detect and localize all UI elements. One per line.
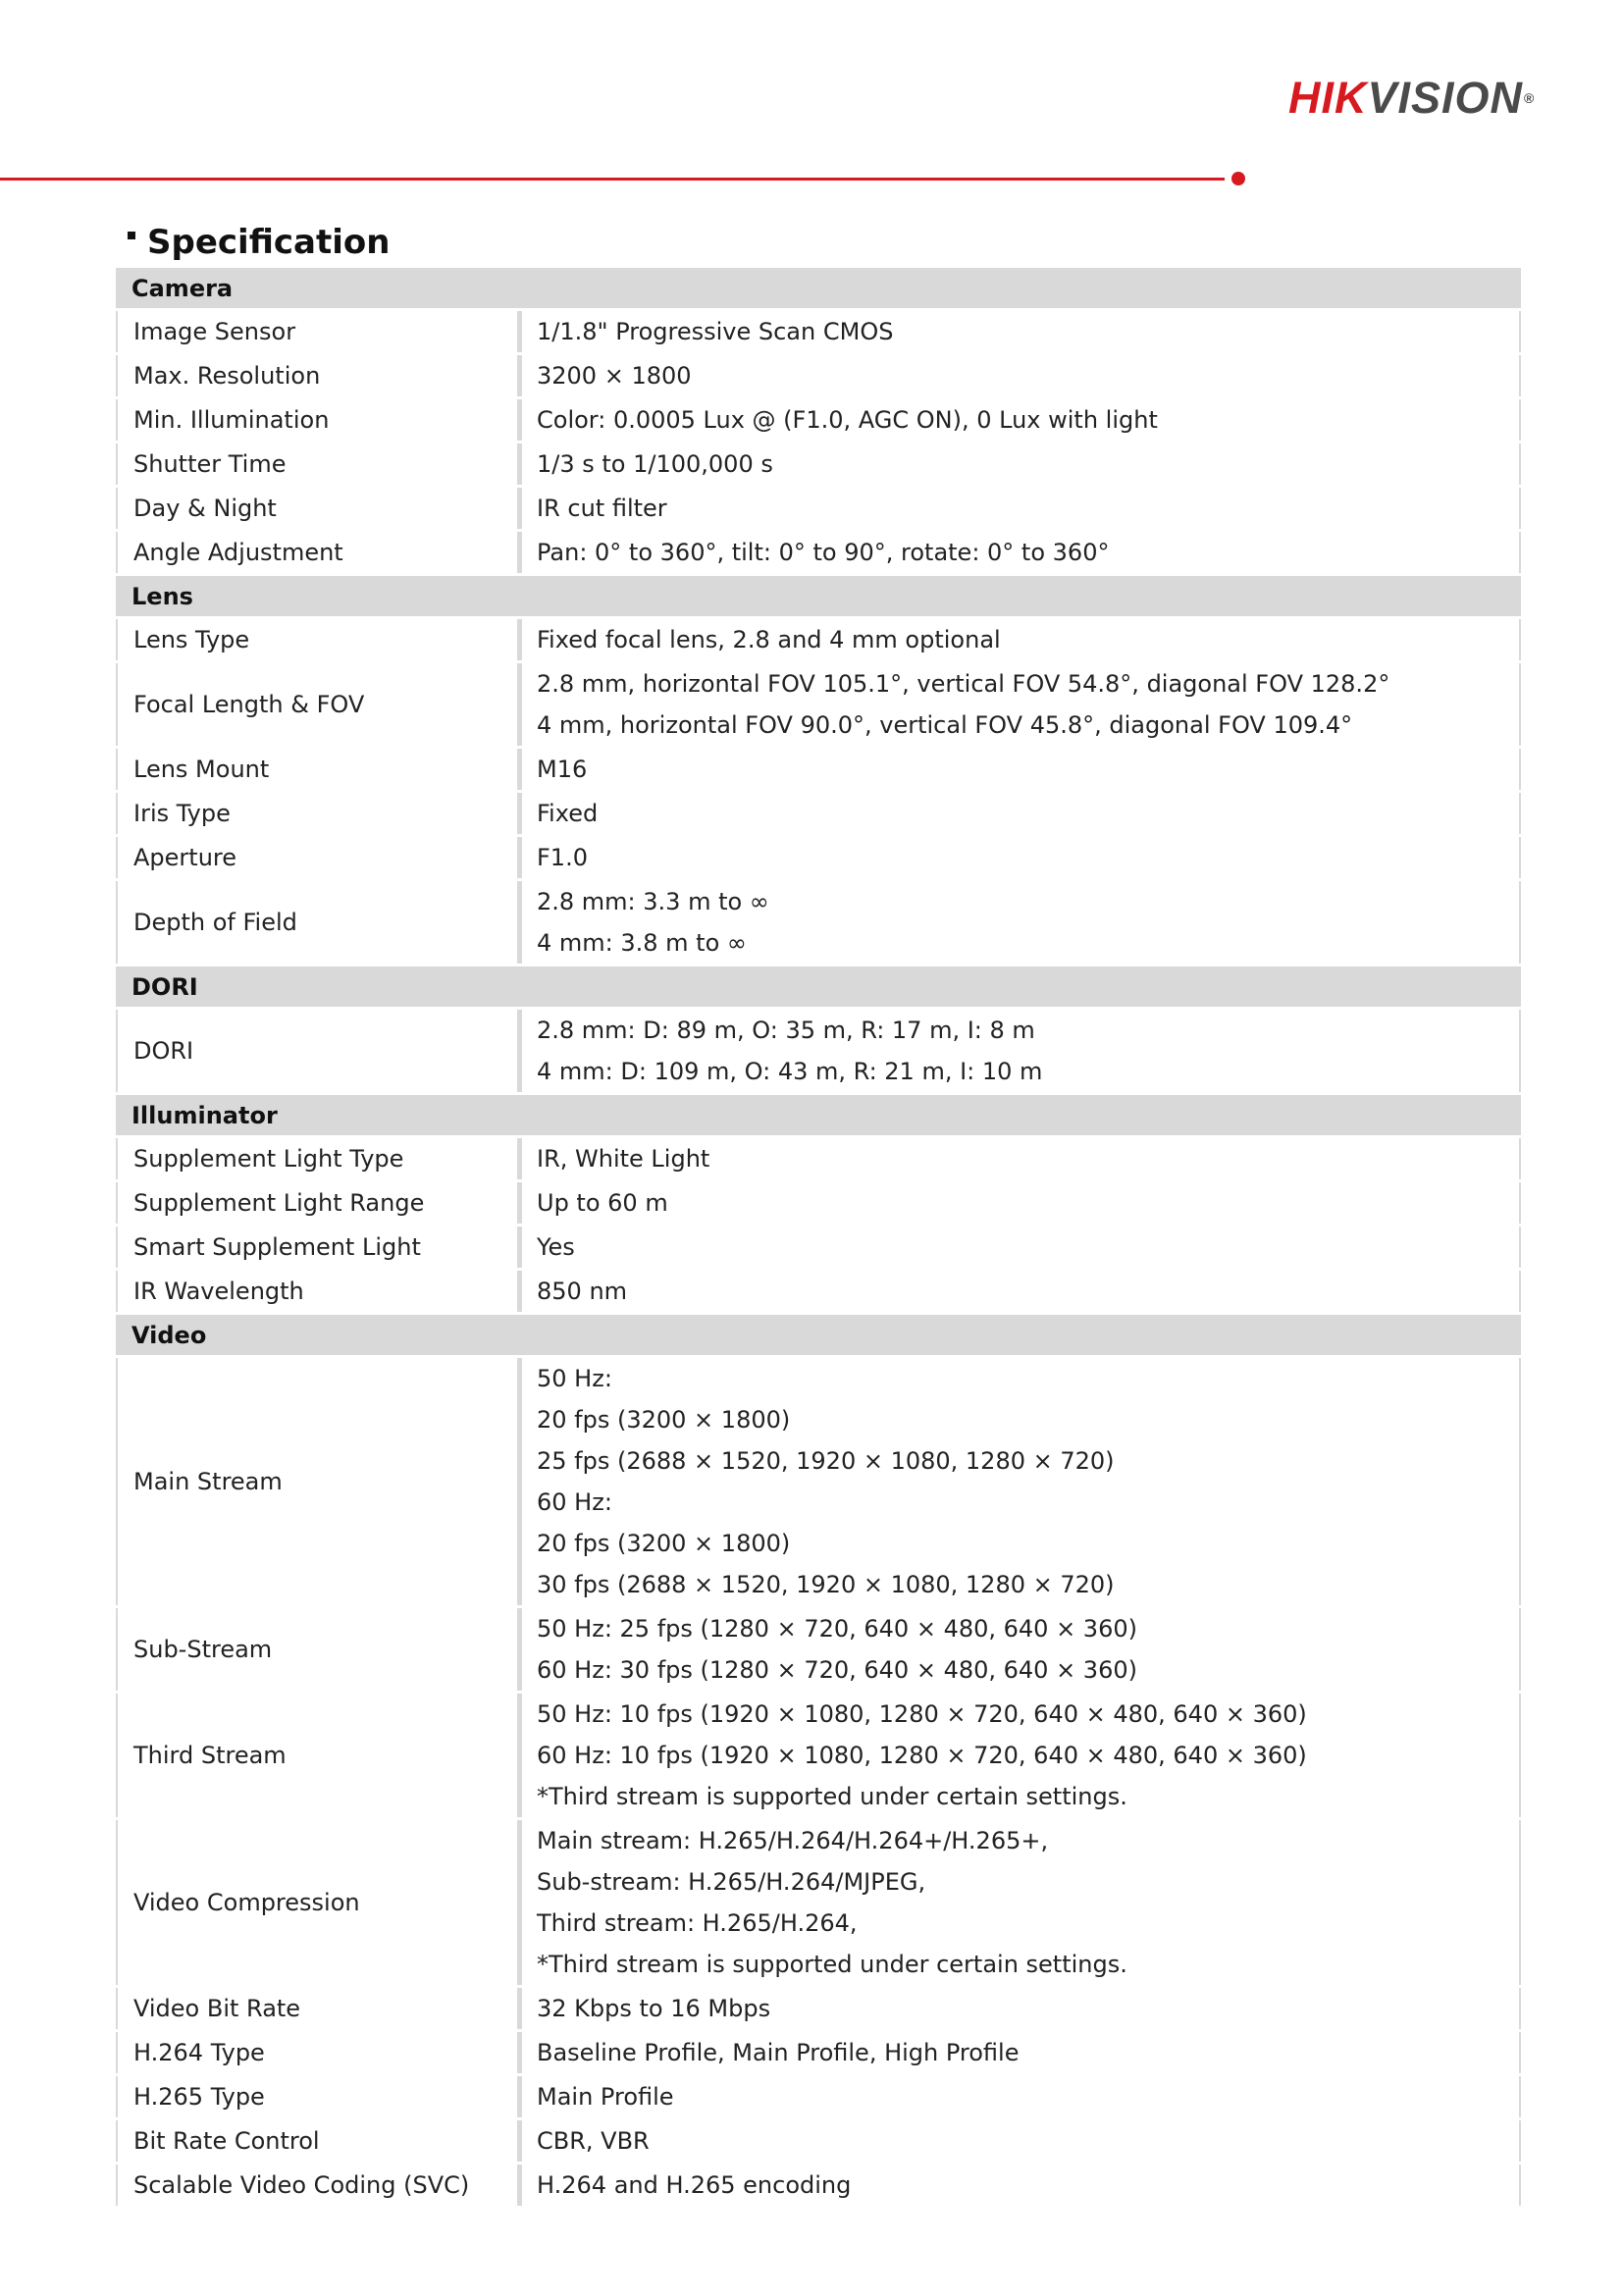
spec-value-line: 50 Hz: xyxy=(537,1365,612,1392)
spec-value xyxy=(522,311,1521,352)
section-header xyxy=(116,1315,1521,1355)
spec-value xyxy=(522,1988,1521,2029)
spec-label: Video Bit Rate xyxy=(116,1988,522,2029)
spec-row xyxy=(116,1010,1521,1092)
spec-value-line: 20 fps (3200 × 1800) xyxy=(537,1406,791,1434)
page-title-text: Specification xyxy=(147,223,391,262)
spec-value-line: 2.8 mm, horizontal FOV 105.1°, vertical FOV 54.8°, diagonal FOV 128.2° xyxy=(537,670,1390,698)
spec-label: Supplement Light Range xyxy=(116,1182,522,1224)
spec-row xyxy=(116,444,1521,485)
spec-value-line: 32 Kbps to 16 Mbps xyxy=(537,1995,771,2022)
title-bullet-icon xyxy=(128,232,135,239)
spec-label: Iris Type xyxy=(116,793,522,834)
spec-label: Third Stream xyxy=(116,1694,522,1817)
spec-row xyxy=(116,488,1521,529)
spec-value-line: Up to 60 m xyxy=(537,1189,668,1217)
spec-value-line: 4 mm, horizontal FOV 90.0°, vertical FOV 45.8°, diagonal FOV 109.4° xyxy=(537,711,1353,739)
spec-row xyxy=(116,663,1521,746)
spec-row xyxy=(116,2165,1521,2206)
spec-value xyxy=(522,1138,1521,1179)
brand-logo-part-1: HIK xyxy=(1288,73,1368,123)
spec-row xyxy=(116,881,1521,964)
spec-value xyxy=(522,488,1521,529)
spec-value-line: Color: 0.0005 Lux @ (F1.0, AGC ON), 0 Lux with light xyxy=(537,406,1158,434)
spec-value xyxy=(522,1226,1521,1268)
spec-value xyxy=(522,1182,1521,1224)
spec-label: Supplement Light Type xyxy=(116,1138,522,1179)
spec-value-line: Pan: 0° to 360°, tilt: 0° to 90°, rotate: 0° to 360° xyxy=(537,539,1110,566)
spec-value-line: 1/1.8" Progressive Scan CMOS xyxy=(537,318,894,345)
spec-label: H.265 Type xyxy=(116,2076,522,2117)
spec-row xyxy=(116,355,1521,396)
spec-label: DORI xyxy=(116,1010,522,1092)
spec-value-line: Main stream: H.265/H.264/H.264+/H.265+, xyxy=(537,1827,1049,1854)
spec-value xyxy=(522,2076,1521,2117)
spec-value-line: *Third stream is supported under certain settings. xyxy=(537,1783,1127,1810)
header-rule xyxy=(0,178,1225,181)
spec-row xyxy=(116,1608,1521,1691)
spec-value-line: IR cut filter xyxy=(537,495,667,522)
spec-row xyxy=(116,1226,1521,1268)
spec-label: Video Compression xyxy=(116,1820,522,1985)
spec-value xyxy=(522,2032,1521,2073)
spec-value-line: 1/3 s to 1/100,000 s xyxy=(537,450,773,478)
brand-logo xyxy=(1288,71,1563,126)
spec-label: Max. Resolution xyxy=(116,355,522,396)
spec-label: Min. Illumination xyxy=(116,399,522,441)
spec-row xyxy=(116,1271,1521,1312)
section-header xyxy=(116,576,1521,616)
spec-label: IR Wavelength xyxy=(116,1271,522,1312)
spec-value-line: 25 fps (2688 × 1520, 1920 × 1080, 1280 × 720) xyxy=(537,1447,1115,1475)
spec-label: H.264 Type xyxy=(116,2032,522,2073)
spec-value-line: Third stream: H.265/H.264, xyxy=(537,1909,858,1937)
spec-row xyxy=(116,1182,1521,1224)
spec-row xyxy=(116,793,1521,834)
spec-label: Smart Supplement Light xyxy=(116,1226,522,1268)
spec-value-line: IR, White Light xyxy=(537,1145,710,1173)
spec-value-line: 2.8 mm: D: 89 m, O: 35 m, R: 17 m, I: 8 m xyxy=(537,1017,1035,1044)
spec-label: Bit Rate Control xyxy=(116,2120,522,2162)
spec-value xyxy=(522,1358,1521,1605)
spec-row xyxy=(116,532,1521,573)
spec-value xyxy=(522,663,1521,746)
section-title: Camera xyxy=(116,268,1521,308)
spec-row xyxy=(116,1358,1521,1605)
spec-value xyxy=(522,2120,1521,2162)
spec-label: Angle Adjustment xyxy=(116,532,522,573)
section-header xyxy=(116,268,1521,308)
spec-value xyxy=(522,749,1521,790)
spec-value-line: CBR, VBR xyxy=(537,2127,650,2155)
spec-value-line: Main Profile xyxy=(537,2083,674,2111)
spec-row xyxy=(116,399,1521,441)
spec-value xyxy=(522,793,1521,834)
spec-value xyxy=(522,355,1521,396)
spec-value-line: 60 Hz: 10 fps (1920 × 1080, 1280 × 720, 640 × 480, 640 × 360) xyxy=(537,1742,1307,1769)
spec-label: Sub-Stream xyxy=(116,1608,522,1691)
spec-value xyxy=(522,444,1521,485)
section-title: DORI xyxy=(116,966,1521,1007)
section-title: Illuminator xyxy=(116,1095,1521,1135)
spec-value xyxy=(522,1271,1521,1312)
spec-row xyxy=(116,1138,1521,1179)
spec-value-line: Fixed xyxy=(537,800,599,827)
brand-logo-part-2: VISION xyxy=(1367,73,1524,123)
spec-row xyxy=(116,1694,1521,1817)
spec-label: Image Sensor xyxy=(116,311,522,352)
section-title: Lens xyxy=(116,576,1521,616)
spec-row xyxy=(116,2032,1521,2073)
spec-row xyxy=(116,619,1521,660)
spec-value-line: F1.0 xyxy=(537,844,588,871)
spec-value-line: H.264 and H.265 encoding xyxy=(537,2171,852,2199)
spec-value xyxy=(522,2165,1521,2206)
spec-value xyxy=(522,619,1521,660)
spec-value-line: 50 Hz: 25 fps (1280 × 720, 640 × 480, 640 × 360) xyxy=(537,1615,1137,1643)
spec-value xyxy=(522,1694,1521,1817)
spec-label: Focal Length & FOV xyxy=(116,663,522,746)
spec-row xyxy=(116,2120,1521,2162)
spec-row xyxy=(116,1820,1521,1985)
spec-value xyxy=(522,1010,1521,1092)
spec-row xyxy=(116,2076,1521,2117)
spec-value-line: Baseline Profile, Main Profile, High Profile xyxy=(537,2039,1020,2066)
spec-value xyxy=(522,1608,1521,1691)
spec-row xyxy=(116,749,1521,790)
page-title xyxy=(128,218,390,267)
spec-label: Main Stream xyxy=(116,1358,522,1605)
spec-value-line: 2.8 mm: 3.3 m to ∞ xyxy=(537,888,769,915)
spec-label: Lens Mount xyxy=(116,749,522,790)
spec-row xyxy=(116,311,1521,352)
header-rule-dot xyxy=(1231,172,1245,185)
spec-value-line: 60 Hz: 30 fps (1280 × 720, 640 × 480, 640 × 360) xyxy=(537,1656,1137,1684)
spec-label: Shutter Time xyxy=(116,444,522,485)
spec-value xyxy=(522,532,1521,573)
registered-mark: ® xyxy=(1524,90,1536,106)
spec-value-line: Fixed focal lens, 2.8 and 4 mm optional xyxy=(537,626,1001,653)
spec-value-line: 30 fps (2688 × 1520, 1920 × 1080, 1280 × 720) xyxy=(537,1571,1115,1598)
spec-value xyxy=(522,837,1521,878)
spec-value-line: 60 Hz: xyxy=(537,1488,612,1516)
spec-value-line: 850 nm xyxy=(537,1278,628,1305)
spec-value-line: 4 mm: D: 109 m, O: 43 m, R: 21 m, I: 10 m xyxy=(537,1058,1043,1085)
spec-value xyxy=(522,399,1521,441)
section-header xyxy=(116,966,1521,1007)
spec-table xyxy=(116,265,1521,2209)
spec-value xyxy=(522,881,1521,964)
spec-label: Scalable Video Coding (SVC) xyxy=(116,2165,522,2206)
spec-value-line: *Third stream is supported under certain settings. xyxy=(537,1951,1127,1978)
spec-value-line: Yes xyxy=(537,1233,575,1261)
spec-label: Depth of Field xyxy=(116,881,522,964)
spec-row xyxy=(116,1988,1521,2029)
spec-row xyxy=(116,837,1521,878)
spec-value xyxy=(522,1820,1521,1985)
spec-value-line: M16 xyxy=(537,756,588,783)
spec-value-line: 50 Hz: 10 fps (1920 × 1080, 1280 × 720, 640 × 480, 640 × 360) xyxy=(537,1700,1307,1728)
section-header xyxy=(116,1095,1521,1135)
section-title: Video xyxy=(116,1315,1521,1355)
spec-label: Lens Type xyxy=(116,619,522,660)
spec-label: Day & Night xyxy=(116,488,522,529)
spec-value-line: 20 fps (3200 × 1800) xyxy=(537,1530,791,1557)
spec-value-line: Sub-stream: H.265/H.264/MJPEG, xyxy=(537,1868,926,1896)
spec-label: Aperture xyxy=(116,837,522,878)
spec-value-line: 4 mm: 3.8 m to ∞ xyxy=(537,929,747,957)
spec-value-line: 3200 × 1800 xyxy=(537,362,692,390)
